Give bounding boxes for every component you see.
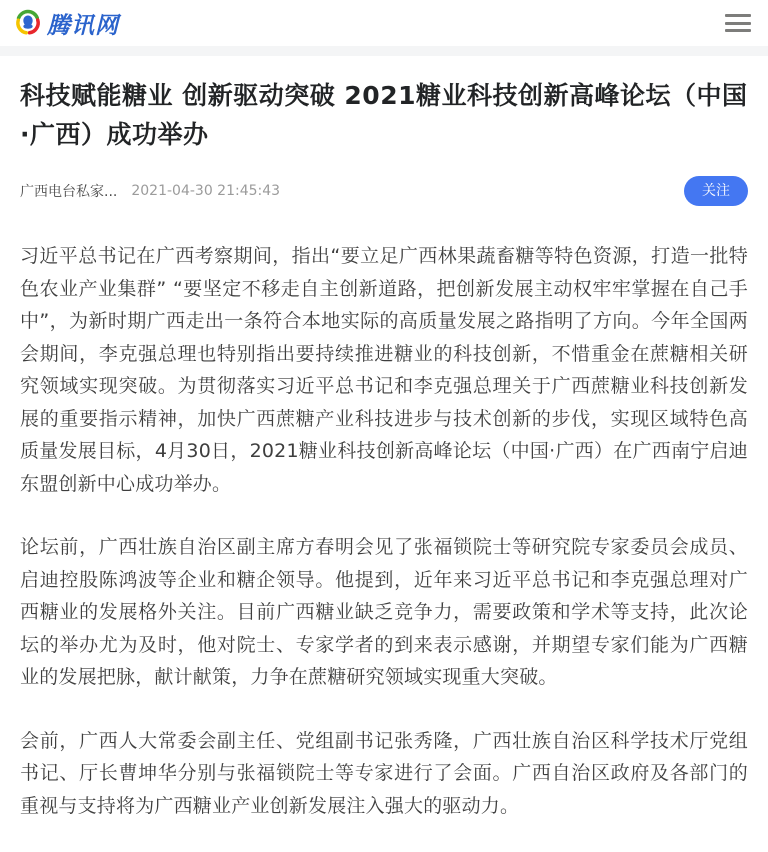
brand-name: 腾讯网 (47, 12, 119, 39)
article-paragraph: 会前，广西人大常委会副主任、党组副书记张秀隆，广西壮族自治区科学技术厅党组书记、厅长曹坤华分别与张福锁院士等专家进行了会面。广西自治区政府及各部门的重视与支持将为广西糖业产业创新发展注入强大的驱动力。 (20, 729, 748, 817)
tencent-logo-link[interactable] (14, 7, 119, 40)
article-title: 科技赋能糖业 创新驱动突破 2021糖业科技创新高峰论坛（中国·广西）成功举办 (20, 81, 748, 149)
article-paragraph: 论坛前，广西壮族自治区副主席方春明会见了张福锁院士等研究院专家委员会成员、启迪控股陈鸿波等企业和糖企领导。他提到，近年来习近平总书记和李克强总理对广西糖业的发展格外关注。目前广西糖业缺乏竞争力，需要政策和学术等支持，此次论坛的举办尤为及时，他对院士、专家学者的到来表示感谢，并期望专家们能为广西糖业的发展把脉，献计献策，力争在蔗糖研究领域实现重大突破。 (20, 536, 748, 688)
follow-button[interactable]: 关注 (684, 176, 748, 206)
tencent-news-icon (14, 9, 42, 37)
article-paragraph: 习近平总书记在广西考察期间，指出“要立足广西林果蔬畜糖等特色资源，打造一批特色农业产业集群” “要坚定不移走自主创新道路，把创新发展主动权牢牢掌握在自己手中”，为新时期广西走出一条符合本地实际的高质量发展之路指明了方向。今年全国两会期间，李克强总理也特别指出要持续推进糖业的科技创新，不惜重金在蔗糖相关研究领域实现突破。为贯彻落实习近平总书记和李克强总理关于广西蔗糖业科技创新发展的重要指示精神，加快广西蔗糖产业科技进步与技术创新的步伐，实现区域特色高质量发展目标，4月30日，2021糖业科技创新高峰论坛（中国·广西）在广西南宁启迪东盟创新中心成功举办。 (20, 245, 748, 495)
site-header (0, 0, 768, 46)
publish-timestamp: 2021-04-30 21:45:43 (131, 183, 281, 199)
article-body (20, 240, 748, 822)
article-meta-row (20, 176, 748, 206)
hamburger-menu-icon[interactable] (724, 12, 752, 34)
article-card (0, 56, 768, 852)
author-name[interactable]: 广西电台私家... (20, 184, 118, 200)
